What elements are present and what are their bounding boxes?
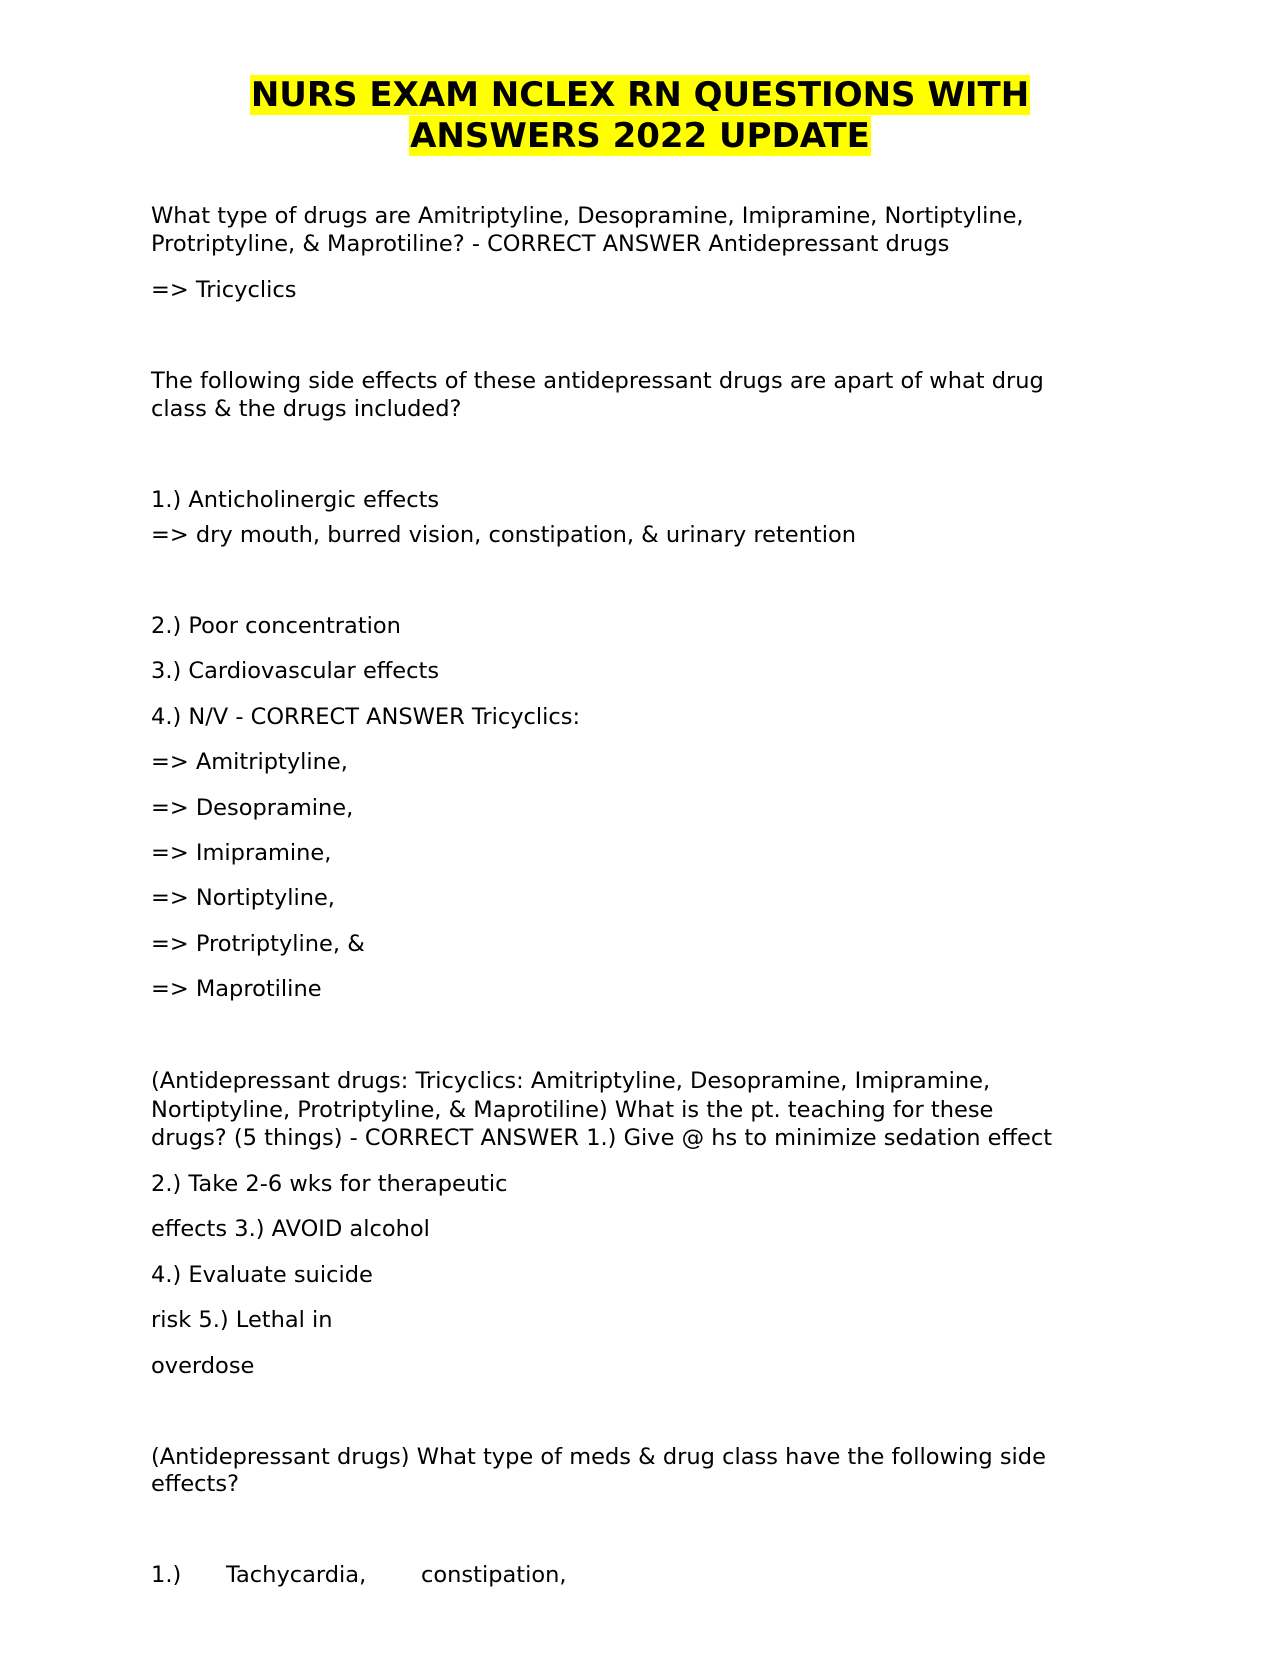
text-line: risk 5.) Lethal in (151, 1307, 333, 1333)
text-line: effects? (151, 1471, 240, 1497)
text-line: => dry mouth, burred vision, constipation, & urinary retention (151, 522, 857, 548)
text-line: 3.) Cardiovascular effects (151, 658, 440, 684)
text-line: 1.) Anticholinergic effects (151, 487, 440, 513)
text-line: What type of drugs are Amitriptyline, Desopramine, Imipramine, Nortiptyline, (151, 203, 1024, 229)
text-line: => Tricyclics (151, 277, 297, 303)
text-line: Protriptyline, & Maprotiline? - CORRECT ANSWER Antidepressant drugs (151, 231, 950, 257)
document-title-line-1 (0, 75, 1280, 116)
text-line-spaced (151, 1561, 567, 1590)
text-line: 4.) Evaluate suicide (151, 1262, 373, 1288)
document-title-line-2 (0, 116, 1280, 157)
text-line: => Amitriptyline, (151, 749, 348, 775)
text-line: => Maprotiline (151, 976, 322, 1002)
text-line: => Nortiptyline, (151, 885, 335, 911)
text-line: => Imipramine, (151, 840, 332, 866)
text-line: (Antidepressant drugs: Tricyclics: Amitriptyline, Desopramine, Imipramine, (151, 1068, 991, 1094)
title-highlight-1: NURS EXAM NCLEX RN QUESTIONS WITH (250, 75, 1030, 115)
text-line: 2.) Take 2-6 wks for therapeutic (151, 1171, 508, 1197)
text-line: => Desopramine, (151, 795, 354, 821)
text-line: 2.) Poor concentration (151, 613, 401, 639)
text-line: drugs? (5 things) - CORRECT ANSWER 1.) Give @ hs to minimize sedation effect (151, 1125, 1053, 1151)
text-line: effects 3.) AVOID alcohol (151, 1216, 430, 1242)
text-line: Nortiptyline, Protriptyline, & Maprotiline) What is the pt. teaching for these (151, 1097, 994, 1123)
text-line: class & the drugs included? (151, 396, 462, 422)
line-part: 1.) (151, 1562, 182, 1588)
text-line: => Protriptyline, & (151, 931, 365, 957)
text-line: 4.) N/V - CORRECT ANSWER Tricyclics: (151, 704, 581, 730)
line-part: Tachycardia, (226, 1562, 367, 1588)
title-highlight-2: ANSWERS 2022 UPDATE (410, 116, 870, 156)
text-line: overdose (151, 1353, 255, 1379)
line-part: constipation, (421, 1562, 567, 1588)
text-line: (Antidepressant drugs) What type of meds & drug class have the following side (151, 1444, 1046, 1470)
text-line: The following side effects of these antidepressant drugs are apart of what drug (151, 368, 1044, 394)
